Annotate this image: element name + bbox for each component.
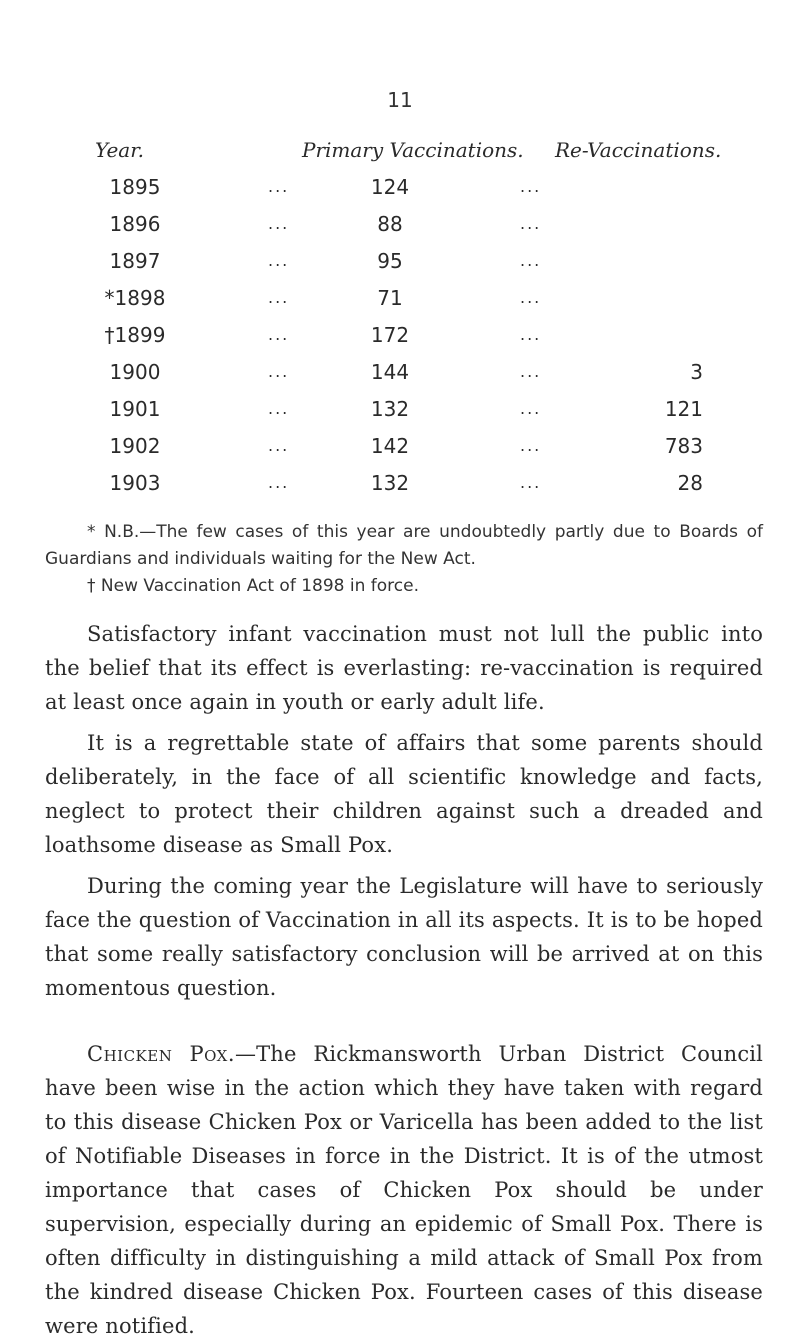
table-row: [0, 212, 800, 249]
year-cell: 1903: [109, 471, 161, 495]
table-row: [0, 175, 800, 212]
leader-dots: ...: [268, 214, 290, 233]
leader-dots: ...: [268, 251, 290, 270]
leader-dots: ...: [268, 288, 290, 307]
year-cell: 1902: [109, 434, 161, 458]
re-vaccinations-cell: 28: [677, 471, 703, 495]
primary-vaccinations-cell: 132: [370, 471, 410, 495]
year-cell: 1895: [109, 175, 161, 199]
primary-vaccinations-cell: 172: [370, 323, 410, 347]
leader-dots: ...: [268, 362, 290, 381]
table-row: [0, 434, 800, 471]
paragraph-revaccination: Satisfactory infant vaccination must not lull the public into the belief that its effect is everlasting: re-vaccination is required at least once again in youth or early adult life.: [45, 622, 763, 714]
footnote-asterisk: * N.B.—The few cases of this year are undoubtedly partly due to Boards of Guardians and individuals waiting for the New Act.: [45, 522, 763, 569]
leader-dots: ...: [268, 325, 290, 344]
primary-vaccinations-cell: 142: [370, 434, 410, 458]
table-row: [0, 323, 800, 360]
leader-dots: ...: [520, 362, 542, 381]
leader-dots: ...: [268, 436, 290, 455]
footnote-dagger: † New Vaccination Act of 1898 in force.: [87, 576, 420, 596]
re-vaccinations-cell: 3: [690, 360, 703, 384]
table-row: [0, 397, 800, 434]
table-row: [0, 360, 800, 397]
header-year: Year.: [95, 138, 144, 162]
chicken-pox-text: —The Rickmansworth Urban District Council have been wise in the action which they have taken with regard to this disease Chicken Pox or Varicella has been added to the list of Notifiable Diseases in force in the District. It is of the utmost importance that cases of Chicken Pox should be under supervision, especially during an epidemic of Small Pox. There is often difficulty in distinguishing a mild attack of Small Pox from the kindred disease Chicken Pox. Fourteen cases of this disease were notified.: [45, 1042, 763, 1338]
primary-vaccinations-cell: 71: [377, 286, 403, 310]
leader-dots: ...: [268, 473, 290, 492]
paragraph-legislature: During the coming year the Legislature will have to seriously face the question of Vaccination in all its aspects. It is to be hoped that some really satisfactory conclusion will be arrived at on this momentous question.: [45, 874, 763, 1000]
year-cell: 1901: [109, 397, 161, 421]
footnotes: [0, 519, 800, 600]
header-primary-vaccinations: Primary Vaccinations.: [302, 138, 524, 162]
paragraph-parents: It is a regrettable state of affairs that some parents should deliberately, in the face of all scientific knowledge and facts, neglect to protect their children against such a dreaded and loathsome disease as Small Pox.: [45, 731, 763, 857]
re-vaccinations-cell: 783: [664, 434, 703, 458]
leader-dots: ...: [520, 399, 542, 418]
body-text: [45, 617, 763, 1343]
leader-dots: ...: [268, 399, 290, 418]
primary-vaccinations-cell: 95: [377, 249, 403, 273]
year-cell: †1899: [104, 323, 166, 347]
section-heading-chicken-pox: Chicken Pox.: [87, 1042, 235, 1066]
leader-dots: ...: [520, 436, 542, 455]
table-row: [0, 471, 800, 508]
primary-vaccinations-cell: 124: [370, 175, 410, 199]
table-row: [0, 286, 800, 323]
re-vaccinations-cell: 121: [664, 397, 703, 421]
leader-dots: ...: [520, 325, 542, 344]
paragraph-chicken-pox: [45, 1037, 763, 1343]
leader-dots: ...: [520, 473, 542, 492]
table-body: [0, 175, 800, 508]
primary-vaccinations-cell: 88: [377, 212, 403, 236]
year-cell: 1896: [109, 212, 161, 236]
primary-vaccinations-cell: 132: [370, 397, 410, 421]
header-re-vaccinations: Re-Vaccinations.: [555, 138, 722, 162]
leader-dots: ...: [520, 214, 542, 233]
year-cell: *1898: [104, 286, 166, 310]
leader-dots: ...: [268, 177, 290, 196]
leader-dots: ...: [520, 177, 542, 196]
table-row: [0, 249, 800, 286]
year-cell: 1900: [109, 360, 161, 384]
page-number: 11: [387, 88, 413, 112]
table-header: [0, 138, 800, 175]
primary-vaccinations-cell: 144: [370, 360, 410, 384]
vaccination-table: [0, 138, 800, 508]
leader-dots: ...: [520, 288, 542, 307]
year-cell: 1897: [109, 249, 161, 273]
leader-dots: ...: [520, 251, 542, 270]
